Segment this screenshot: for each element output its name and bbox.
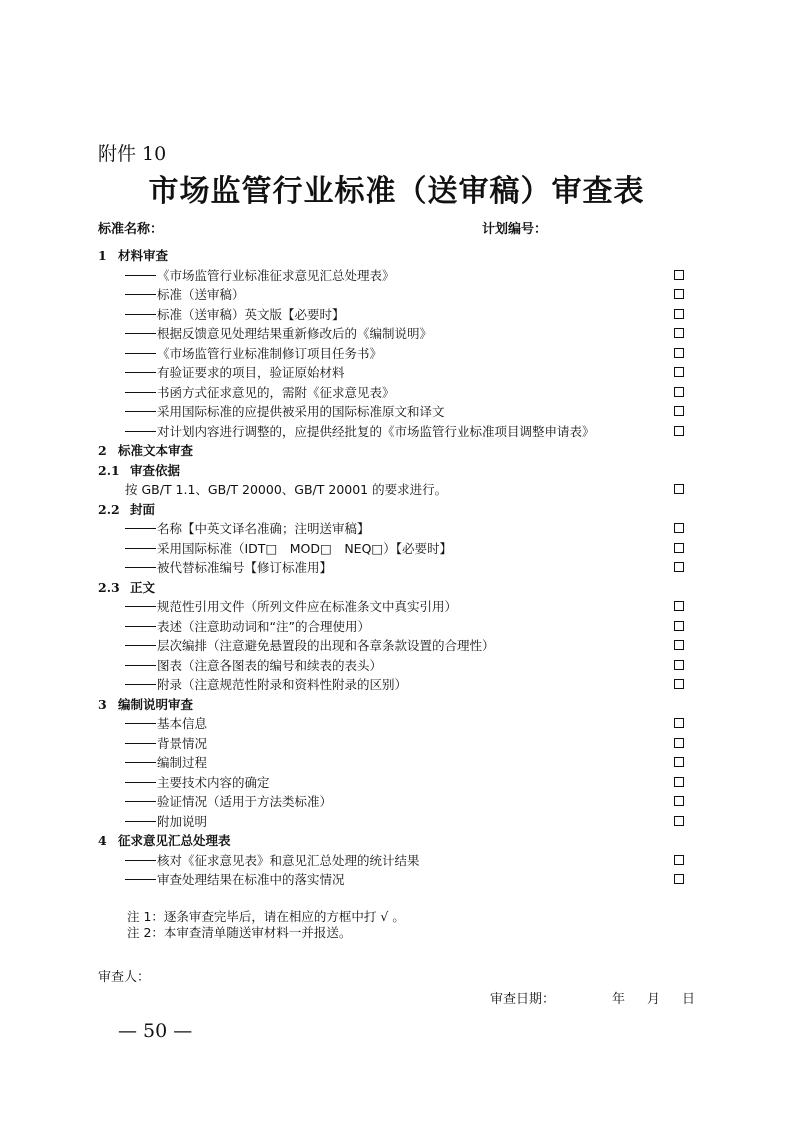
checkbox[interactable] — [674, 289, 684, 299]
section-number: 2.1 — [98, 462, 120, 478]
checklist-item — [98, 539, 693, 559]
page-title: 市场监管行业标准（送审稿）审查表 — [148, 174, 645, 209]
section-title: 封面 — [130, 501, 156, 517]
item-label: 采用国际标准（IDT□ MOD□ NEQ□）【必要时】 — [157, 540, 452, 556]
checklist-item — [98, 656, 693, 676]
checkbox[interactable] — [674, 309, 684, 319]
em-dash-line — [125, 411, 156, 412]
checklist-item-text — [125, 753, 207, 773]
item-label: 核对《征求意见表》和意见汇总处理的统计结果 — [157, 852, 420, 868]
checkbox[interactable] — [674, 718, 684, 728]
item-label: 编制过程 — [157, 755, 208, 770]
em-dash-line — [125, 392, 156, 393]
checklist-item-text — [125, 383, 395, 403]
item-label: 标准（送审稿） — [157, 287, 245, 302]
em-dash-line — [125, 567, 156, 568]
item-label: 对计划内容进行调整的，应提供经批复的《市场监管行业标准项目调整申请表》 — [157, 423, 595, 439]
checklist-item-text — [125, 266, 395, 286]
checklist-item — [98, 519, 693, 539]
section-heading — [98, 831, 693, 851]
em-dash-line — [125, 665, 156, 666]
checkbox[interactable] — [674, 328, 684, 338]
item-label: 主要技术内容的确定 — [157, 774, 270, 790]
subsection-heading — [98, 461, 693, 481]
checklist-item-text — [125, 792, 332, 812]
checklist-item — [98, 402, 693, 422]
section-number: 3 — [98, 696, 107, 712]
checklist-item — [98, 324, 693, 344]
item-label: 书函方式征求意见的，需附《征求意见表》 — [157, 384, 395, 400]
checklist-item — [98, 773, 693, 793]
checklist-item — [98, 305, 693, 325]
checklist-item — [98, 597, 693, 617]
em-dash-line — [125, 333, 156, 334]
checklist-item — [98, 714, 693, 734]
checklist-item-text — [125, 305, 345, 325]
checklist-item — [98, 792, 693, 812]
checklist-item-text — [125, 558, 332, 578]
checkbox[interactable] — [674, 270, 684, 280]
em-dash-line — [125, 626, 156, 627]
checklist-item-text — [125, 870, 345, 890]
em-dash-line — [125, 821, 156, 822]
item-label: 层次编排（注意避免悬置段的出现和各章条款设置的合理性） — [157, 638, 495, 653]
checklist-item — [98, 266, 693, 286]
item-label: 《市场监管行业标准制修订项目任务书》 — [157, 345, 383, 361]
checklist-item-text — [125, 773, 270, 793]
review-date-label: 审查日期： — [490, 992, 556, 1007]
reviewer-label: 审查人： — [98, 970, 151, 985]
item-label: 附录（注意规范性附录和资料性附录的区别） — [157, 677, 408, 692]
em-dash-line — [125, 372, 156, 373]
checklist-item-text — [125, 363, 345, 383]
checklist-item — [98, 480, 693, 500]
checkbox[interactable] — [674, 387, 684, 397]
note-1: 注 1：逐条审查完毕后，请在相应的方框中打 √ 。 — [127, 909, 405, 924]
checkbox[interactable] — [674, 348, 684, 358]
checklist-item — [98, 870, 693, 890]
em-dash-line — [125, 528, 156, 529]
review-date — [490, 988, 700, 1008]
item-label: 采用国际标准的应提供被采用的国际标准原文和译文 — [157, 404, 445, 419]
em-dash-line — [125, 294, 156, 295]
em-dash-line — [125, 801, 156, 802]
em-dash-line — [125, 684, 156, 685]
em-dash-line — [125, 606, 156, 607]
checkbox[interactable] — [674, 855, 684, 865]
checklist-item — [98, 812, 693, 832]
item-label: 基本信息 — [157, 716, 208, 731]
checklist-item-text — [125, 539, 452, 559]
date-year: 年 — [612, 992, 626, 1007]
checkbox[interactable] — [674, 621, 684, 631]
em-dash-line — [125, 645, 156, 646]
em-dash-line — [125, 353, 156, 354]
item-label: 表述（注意助动词和“注”的合理使用） — [157, 618, 370, 634]
section-heading — [98, 246, 693, 266]
item-label: 图表（注意各图表的编号和续表的表头） — [157, 657, 383, 673]
note-2: 注 2：本审查清单随送审材料一并报送。 — [127, 925, 352, 940]
em-dash-line — [125, 782, 156, 783]
checkbox[interactable] — [674, 816, 684, 826]
item-label: 按 GB/T 1.1、GB/T 20000、GB/T 20001 的要求进行。 — [125, 482, 448, 497]
standard-name-label: 标准名称： — [98, 222, 164, 237]
em-dash-line — [125, 314, 156, 315]
checklist — [98, 246, 693, 890]
section-heading — [98, 441, 693, 461]
section-number: 1 — [98, 248, 107, 263]
section-heading — [98, 695, 693, 715]
em-dash-line — [125, 860, 156, 861]
item-label: 标准（送审稿）英文版【必要时】 — [157, 306, 345, 322]
subsection-heading — [98, 578, 693, 598]
checklist-item-text — [125, 519, 370, 539]
checklist-item-text — [125, 851, 420, 871]
checklist-item-text — [125, 812, 207, 832]
plan-number-label: 计划编号： — [482, 222, 548, 237]
checklist-item — [98, 558, 693, 578]
date-month: 月 — [647, 992, 661, 1007]
checkbox[interactable] — [674, 757, 684, 767]
checklist-item — [98, 734, 693, 754]
page-number: — 50 — — [118, 1020, 193, 1042]
item-label: 根据反馈意见处理结果重新修改后的《编制说明》 — [157, 326, 433, 341]
checklist-item-text — [125, 324, 432, 344]
date-day: 日 — [682, 992, 696, 1007]
checkbox[interactable] — [674, 426, 684, 436]
checklist-item-text — [125, 402, 445, 422]
checkbox[interactable] — [674, 601, 684, 611]
subsection-heading — [98, 500, 693, 520]
em-dash-line — [125, 743, 156, 744]
item-label: 附加说明 — [157, 813, 208, 829]
em-dash-line — [125, 879, 156, 880]
checklist-item — [98, 617, 693, 637]
section-title: 正文 — [130, 579, 156, 595]
item-label: 《市场监管行业标准征求意见汇总处理表》 — [157, 267, 395, 283]
item-label: 验证情况（适用于方法类标准） — [157, 794, 333, 809]
checklist-item-text — [125, 480, 447, 500]
section-number: 2 — [98, 443, 107, 458]
em-dash-line — [125, 548, 156, 549]
section-number: 4 — [98, 833, 107, 848]
checklist-item-text — [125, 285, 245, 305]
item-label: 审查处理结果在标准中的落实情况 — [157, 872, 345, 887]
checklist-item — [98, 422, 693, 442]
checklist-item-text — [125, 714, 207, 734]
item-label: 规范性引用文件（所列文件应在标准条文中真实引用） — [157, 599, 458, 614]
checklist-item — [98, 636, 693, 656]
checklist-item-text — [125, 617, 370, 637]
checklist-item — [98, 285, 693, 305]
checklist-item-text — [125, 597, 457, 617]
checkbox[interactable] — [674, 679, 684, 689]
checkbox[interactable] — [674, 874, 684, 884]
section-title: 审查依据 — [130, 462, 181, 478]
checkbox[interactable] — [674, 367, 684, 377]
section-title: 征求意见汇总处理表 — [118, 833, 231, 848]
checkbox[interactable] — [674, 796, 684, 806]
checklist-item — [98, 344, 693, 364]
checkbox[interactable] — [674, 777, 684, 787]
checkbox[interactable] — [674, 406, 684, 416]
checklist-item-text — [125, 636, 495, 656]
section-number: 2.2 — [98, 501, 120, 517]
checklist-item-text — [125, 675, 407, 695]
section-title: 材料审查 — [118, 248, 169, 263]
em-dash-line — [125, 431, 156, 432]
section-title: 编制说明审查 — [118, 696, 194, 712]
em-dash-line — [125, 723, 156, 724]
checklist-item — [98, 851, 693, 871]
checkbox[interactable] — [674, 543, 684, 553]
checklist-item — [98, 363, 693, 383]
item-label: 名称【中英文译名准确；注明送审稿】 — [157, 521, 370, 536]
checklist-item — [98, 383, 693, 403]
em-dash-line — [125, 762, 156, 763]
checkbox[interactable] — [674, 523, 684, 533]
section-title: 标准文本审查 — [118, 443, 194, 458]
checklist-item-text — [125, 656, 382, 676]
checkbox[interactable] — [674, 660, 684, 670]
em-dash-line — [125, 275, 156, 276]
checklist-item-text — [125, 734, 207, 754]
item-label: 有验证要求的项目，验证原始材料 — [157, 365, 345, 380]
notes — [127, 909, 405, 941]
checkbox[interactable] — [674, 484, 684, 494]
item-label: 背景情况 — [157, 735, 208, 751]
checklist-item — [98, 675, 693, 695]
section-number: 2.3 — [98, 579, 120, 595]
item-label: 被代替标准编号【修订标准用】 — [157, 560, 333, 575]
checkbox[interactable] — [674, 640, 684, 650]
checklist-item-text — [125, 422, 595, 442]
checklist-item — [98, 753, 693, 773]
annex-label: 附件 10 — [98, 143, 167, 165]
checkbox[interactable] — [674, 562, 684, 572]
checklist-item-text — [125, 344, 382, 364]
checkbox[interactable] — [674, 738, 684, 748]
